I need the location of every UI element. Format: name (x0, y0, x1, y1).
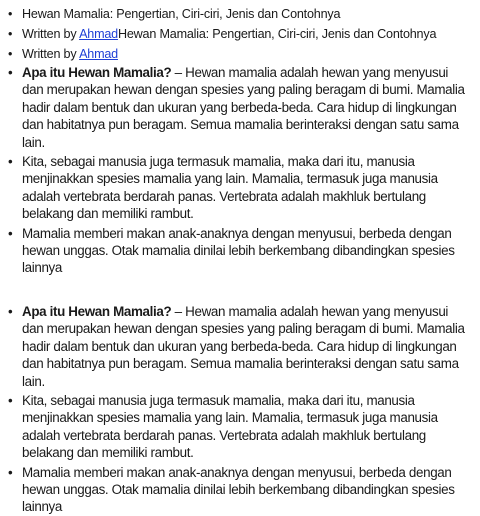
bullet: • (8, 464, 13, 480)
bullet: • (8, 303, 13, 319)
list-item-written-by (8, 44, 466, 64)
section-spacer (8, 279, 466, 303)
section-1 (8, 64, 466, 277)
bullet: • (8, 47, 13, 61)
bullet: • (8, 225, 13, 241)
nursing-text: Mamalia memberi makan anak-anaknya dengan menyusui, berbeda dengan hewan unggas. Otak mamalia dinilai lebih berkembang dibandingkan spesies lainnya (22, 464, 455, 515)
paragraph-nursing (8, 464, 466, 516)
bullet: • (8, 154, 13, 170)
paragraph-humans (8, 153, 466, 223)
list-item-written-by-title (8, 24, 466, 44)
section-2 (8, 303, 466, 516)
nursing-text: Mamalia memberi makan anak-anaknya dengan menyusui, berbeda dengan hewan unggas. Otak mamalia dinilai lebih berkembang dibandingkan spesies lainnya (22, 225, 455, 276)
paragraph-humans (8, 392, 466, 462)
bullet: • (8, 392, 13, 408)
definition-heading: Apa itu Hewan Mamalia? (22, 303, 172, 319)
written-by-label: Written by (22, 27, 80, 41)
header-list (8, 4, 466, 64)
written-by-label: Written by (22, 47, 80, 61)
bullet: • (8, 7, 13, 21)
definition-heading: Apa itu Hewan Mamalia? (22, 65, 172, 80)
list-item-title (8, 4, 466, 24)
definition-text: – Hewan mamalia adalah hewan yang menyusui dan merupakan hewan dengan spesies yang paling beragam di bumi. Mamalia hadir dalam bentuk dan ukuran yang berbeda-beda. Cara hidup di lingkungan dan habitatnya pun beragam. Semua mamalia berinteraksi dengan satu sama lain. (22, 65, 465, 150)
humans-text: Kita, sebagai manusia juga termasuk mamalia, maka dari itu, manusia menjinakkan spesies mamalia yang lain. Mamalia, termasuk juga manusia adalah vertebrata berdarah panas. Vertebrata adalah makhluk bertulang belakang dan memiliki rambut. (22, 392, 438, 461)
bullet: • (8, 27, 13, 41)
author-link[interactable]: Ahmad (79, 47, 118, 61)
definition-text: – Hewan mamalia adalah hewan yang menyusui dan merupakan hewan dengan spesies yang paling beragam di bumi. Mamalia hadir dalam bentuk dan ukuran yang berbeda-beda. Cara hidup di lingkungan dan habitatnya pun beragam. Semua mamalia berinteraksi dengan satu sama lain. (22, 303, 465, 389)
article-title-repeat: Hewan Mamalia: Pengertian, Ciri-ciri, Jenis dan Contohnya (117, 27, 437, 41)
author-link[interactable]: Ahmad (79, 27, 118, 41)
paragraph-nursing (8, 225, 466, 277)
paragraph-definition (8, 303, 466, 390)
article-title: Hewan Mamalia: Pengertian, Ciri-ciri, Jenis dan Contohnya (22, 7, 341, 21)
bullet: • (8, 65, 13, 80)
humans-text: Kita, sebagai manusia juga termasuk mamalia, maka dari itu, manusia menjinakkan spesies mamalia yang lain. Mamalia, termasuk juga manusia adalah vertebrata berdarah panas. Vertebrata adalah makhluk bertulang belakang dan memiliki rambut. (22, 154, 438, 222)
paragraph-definition (8, 64, 466, 151)
